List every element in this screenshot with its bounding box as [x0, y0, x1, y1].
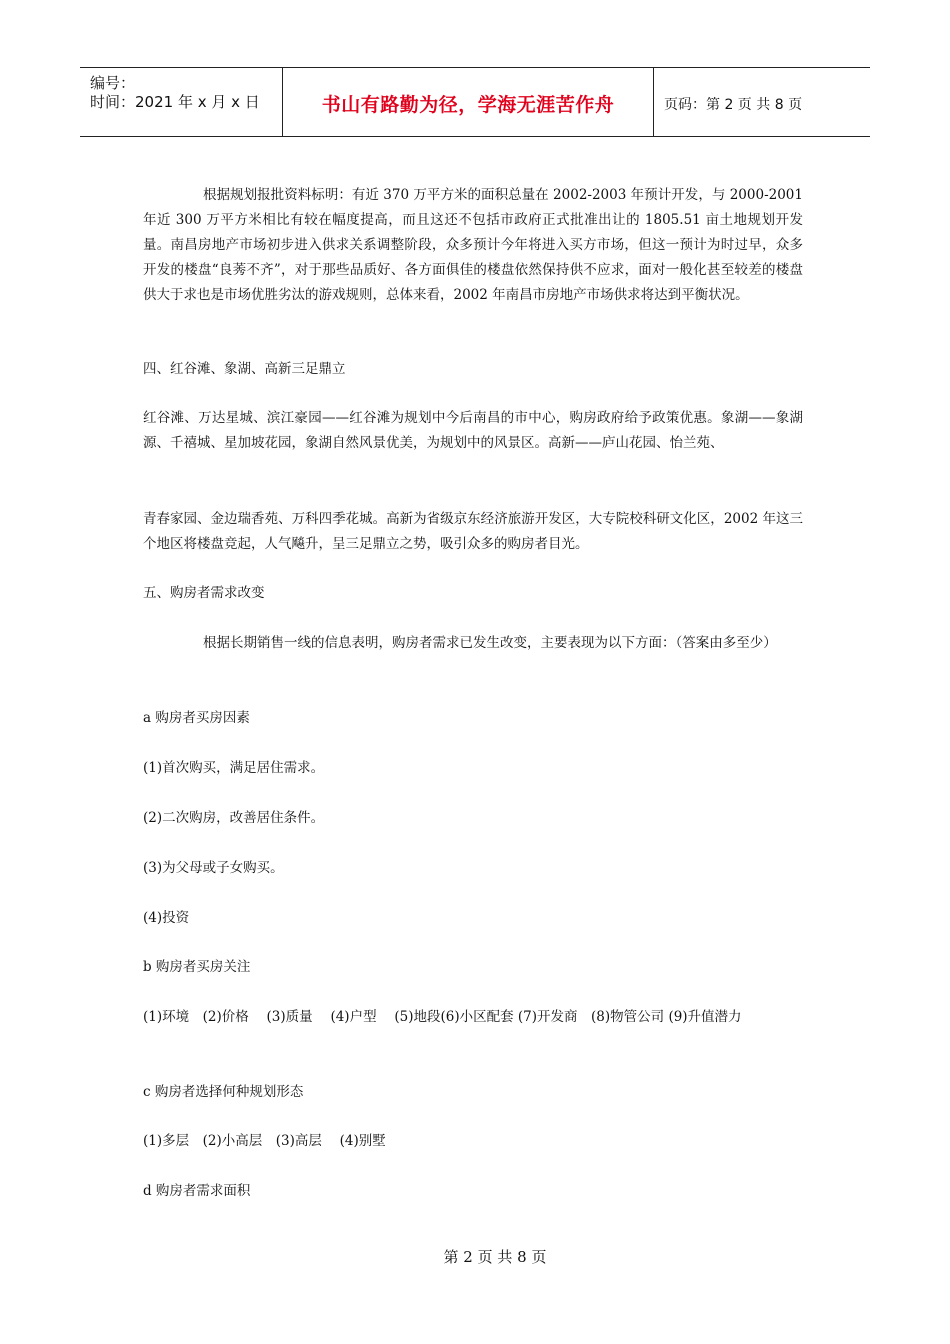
- paragraph-supply-analysis: 根据规划报批资料标明：有近 370 万平方米的面积总量在 2002-2003 年预计开发，与 2000-2001 年近 300 万平方米相比有较在幅度提高，而且这还不包括市政府正式批准出让的 1805.51 亩土地规划开发量。南昌房地产市场初步进入供求关系调整阶段，众多预计今年将进入买方市场，但这一预计为时过早，众多开发的楼盘“良莠不齐”，对于那些品质好、各方面俱佳的楼盘依然保持供不应求，面对一般化甚至较差的楼盘供大于求也是市场优胜劣汰的游戏规则，总体来看，2002 年南昌市房地产市场供求将达到平衡状况。: [143, 187, 803, 303]
- paragraph-demand-change: 根据长期销售一线的信息表明，购房者需求已发生改变，主要表现为以下方面：（答案由多至少）: [203, 635, 777, 651]
- list-item-a4: (4)投资: [143, 910, 190, 926]
- subheading-b: b 购房者买房关注: [143, 959, 251, 975]
- page-code: 页码：第 2 页 共 8 页: [664, 97, 803, 113]
- header-motto-cell: [282, 68, 654, 136]
- paragraph-districts-cont: 青春家园、金边瑞香苑、万科四季花城。高新为省级京东经济旅游开发区，大专院校科研文化区，2002 年这三个地区将楼盘竞起，人气飚升，呈三足鼎立之势，吸引众多的购房者目光。: [143, 511, 803, 552]
- section-heading-4: 四、红谷滩、象湖、高新三足鼎立: [143, 361, 346, 377]
- list-item-a2: (2)二次购房，改善居住条件。: [143, 810, 325, 826]
- subheading-d: d 购房者需求面积: [143, 1183, 251, 1199]
- section-heading-5: 五、购房者需求改变: [143, 585, 265, 601]
- list-item-a1: (1)首次购买，满足居住需求。: [143, 760, 325, 776]
- subheading-c: c 购房者选择何种规划形态: [143, 1084, 304, 1100]
- header-page-cell: [654, 68, 870, 136]
- list-c: (1)多层 (2)小高层 (3)高层 (4)别墅: [143, 1133, 386, 1149]
- paragraph-districts: 红谷滩、万达星城、滨江豪园——红谷滩为规划中今后南昌的市中心，购房政府给予政策优惠。象湖——象湖源、千禧城、星加坡花园，象湖自然风景优美，为规划中的风景区。高新——庐山花园、怡兰苑、: [143, 410, 803, 451]
- page-header: [80, 67, 870, 137]
- motto: 书山有路勤为径，学海无涯苦作舟: [321, 94, 615, 116]
- header-meta: [80, 68, 280, 136]
- list-item-a3: (3)为父母或子女购买。: [143, 860, 284, 876]
- number-label: 编号：: [90, 74, 136, 92]
- subheading-a: a 购房者买房因素: [143, 710, 250, 726]
- page-footer: 第 2 页 共 8 页: [443, 1248, 547, 1266]
- time-label: 时间：2021 年 x 月 x 日: [90, 93, 260, 111]
- list-b: (1)环境 (2)价格 (3)质量 (4)户型 (5)地段(6)小区配套 (7)开发商 (8)物管公司 (9)升值潜力: [143, 1009, 742, 1025]
